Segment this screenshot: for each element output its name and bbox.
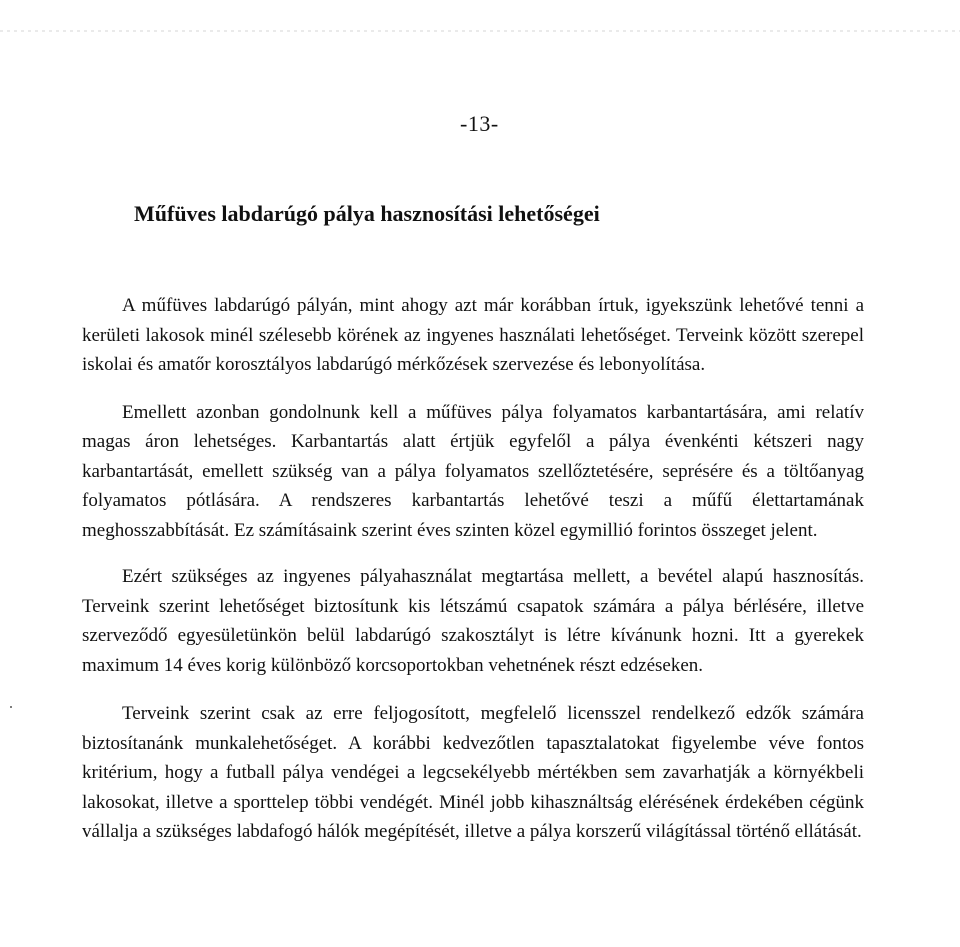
paragraph-4: Terveink szerint csak az erre feljogosított, megfelelő licensszel rendelkező edzők számára biztosítanánk munkalehetőséget. A korábbi kedvezőtlen tapasztalatokat figyelembe véve fontos kritérium, hogy a futball pálya vendégei a legcsekélyebb mértékben sem zavarhatják a környékbeli lakosokat, illetve a sporttelep többi vendégét. Minél jobb kihasználtság elérésének érdekében cégünk vállalja a szükséges labdafogó hálók megépítését, illetve a pálya korszerű világítással történő ellátását. (82, 703, 864, 842)
page-number: -13- (460, 111, 499, 136)
paragraph-2: Emellett azonban gondolnunk kell a műfüves pálya folyamatos karbantartására, ami relatív magas áron lehetséges. Karbantartás alatt értjük egyfelől a pálya évenkénti kétszeri nagy karbantartását, emellett szükség van a pálya folyamatos szellőztetésére, seprésére és a töltőanyag folyamatos pótlására. A rendszeres karbantartás lehetővé teszi a műfű élettartamának meghosszabbítását. Ez számításaink szerint éves szinten közel egymillió forintos összeget jelent. (82, 401, 864, 541)
scan-edge-artifact (0, 30, 960, 32)
scan-dust-mark (10, 706, 12, 708)
paragraph-3: Ezért szükséges az ingyenes pályahasználat megtartása mellett, a bevétel alapú hasznosítás. Terveink szerint lehetőséget biztosítunk kis létszámú csapatok számára a pálya bérlésére, illetve szerveződő egyesületünkön belül labdarúgó szakosztályt is létre kívánunk hozni. Itt a gyerekek maximum 14 éves korig különböző korcsoportokban vehetnének részt edzéseken. (82, 566, 864, 676)
paragraph-1: A műfüves labdarúgó pályán, mint ahogy azt már korábban írtuk, igyekszünk lehetővé tenni a kerületi lakosok minél szélesebb körének az ingyenes használati lehetőséget. Terveink között szerepel iskolai és amatőr korosztályos labdarúgó mérkőzések szervezése és lebonyolítása. (82, 295, 864, 375)
document-title: Műfüves labdarúgó pálya hasznosítási lehetőségei (134, 201, 600, 226)
body-text (82, 291, 864, 847)
